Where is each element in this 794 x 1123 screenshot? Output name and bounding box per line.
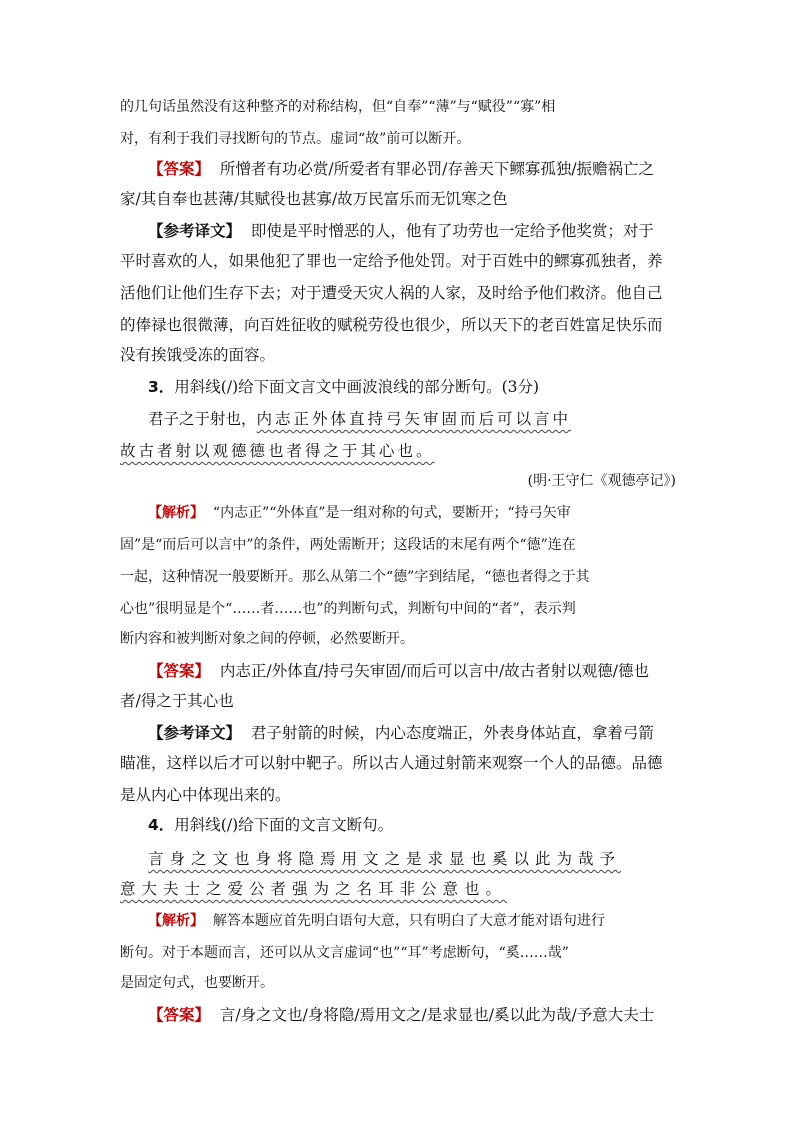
translation-block xyxy=(148,718,676,748)
answer-tag: 【答案】 xyxy=(148,662,211,680)
parse-text: 解答本题应首先明白语句大意，只有明白了大意才能对语句进行 xyxy=(212,913,605,929)
parse-line: 心也”很明显是个“……者……也”的判断句式，判断句中间的“者”，表示判 xyxy=(120,601,576,617)
answer-block xyxy=(148,656,676,686)
parse-text: “内志正”“外体直”是一组对称的句式，要断开；“持弓矢审 xyxy=(212,505,571,521)
answer-text: 言/身之文也/身将隐/焉用文之/是求显也/奚以此为哉/予意大夫士 xyxy=(219,1006,655,1024)
passage-wavy: 故古者射以观德德也者得之于其心也。 xyxy=(120,442,435,460)
question-number: 4． xyxy=(148,816,175,834)
parse-tag: 【解析】 xyxy=(148,913,204,929)
translation-line: 平时喜欢的人，如果他犯了罪也一定给予他处罚。对于百姓中的鳏寡孤独者，养 xyxy=(120,252,663,270)
answer-block xyxy=(148,154,676,184)
passage-line xyxy=(120,436,676,466)
parse-block xyxy=(148,498,676,528)
parse-tag: 【解析】 xyxy=(148,505,204,521)
translation-line: 活他们让他们生存下去；对于遭受天灾人祸的人家，及时给予他们救济。他自己 xyxy=(120,284,663,302)
question-text: 用斜线(/)给下面文言文中画波浪线的部分断句。(3分) xyxy=(174,378,540,396)
translation-text: 君子射箭的时候，内心态度端正，外表身体站直，拿着弓箭 xyxy=(250,724,654,742)
answer-line: 家/其自奉也甚薄/其赋役也甚寡/故万民富乐而无饥寒之色 xyxy=(120,190,508,208)
question-text: 用斜线(/)给下面的文言文断句。 xyxy=(174,816,394,834)
parse-line: 断内容和被判断对象之间的停顿，必然要断开。 xyxy=(120,631,414,647)
question-title xyxy=(148,810,676,840)
question-number: 3． xyxy=(148,378,175,396)
passage-line xyxy=(148,404,676,434)
answer-text: 内志正/外体直/持弓矢审固/而后可以言中/故古者射以观德/德也 xyxy=(219,662,649,680)
translation-line: 是从内心中体现出来的。 xyxy=(120,786,291,804)
answer-block xyxy=(148,1000,676,1030)
parse-line: 对，有利于我们寻找断句的节点。虚词“故”前可以断开。 xyxy=(120,131,471,147)
question-title xyxy=(148,372,676,402)
translation-tag: 【参考译文】 xyxy=(148,222,242,240)
passage-source: (明·王守仁《观德亭记》) xyxy=(527,473,676,489)
translation-text: 即使是平时憎恶的人，他有了功劳也一定给予他奖赏；对于 xyxy=(250,222,654,240)
parse-line: 固”是“而后可以言中”的条件，两处需断开；这段话的末尾有两个“德”连在 xyxy=(120,537,576,553)
parse-block xyxy=(148,906,676,936)
passage-wavy: 内志正外体直持弓矢审固而后可以言中 xyxy=(256,410,572,428)
answer-line: 者/得之于其心也 xyxy=(120,692,234,710)
passage-line xyxy=(120,874,676,904)
translation-tag: 【参考译文】 xyxy=(148,724,242,742)
passage-wavy: 言身之文也身将隐焉用文之是求显也奚以此为哉予 xyxy=(148,850,622,868)
answer-text: 所憎者有功必赏/所爱者有罪必罚/存善天下鳏寡孤独/振赡祸亡之 xyxy=(219,160,655,178)
translation-line: 没有挨饿受冻的面容。 xyxy=(120,346,276,364)
translation-block xyxy=(148,216,676,246)
passage-wavy: 意大夫士之爱公者强为之名耳非公意也。 xyxy=(120,880,508,898)
translation-line: 瞄准，这样以后才可以射中靶子。所以古人通过射箭来观察一个人的品德。品德 xyxy=(120,754,663,772)
parse-line: 的几句话虽然没有这种整齐的对称结构，但“自奉”“薄”与“赋役”“寡”相 xyxy=(120,99,556,115)
passage-plain: 君子之于射也， xyxy=(148,410,257,428)
translation-line: 的俸禄也很微薄，向百姓征收的赋税劳役也很少，所以天下的老百姓富足快乐而 xyxy=(120,316,663,334)
parse-line: 是固定句式，也要断开。 xyxy=(120,975,274,991)
parse-line: 断句。对于本题而言，还可以从文言虚词“也”“耳”考虑断句，“奚……哉” xyxy=(120,945,569,961)
answer-tag: 【答案】 xyxy=(148,160,211,178)
passage-line xyxy=(148,844,676,874)
answer-tag: 【答案】 xyxy=(148,1006,211,1024)
parse-line: 一起，这种情况一般要断开。那么从第二个“德”字到结尾，“德也者得之于其 xyxy=(120,569,590,585)
